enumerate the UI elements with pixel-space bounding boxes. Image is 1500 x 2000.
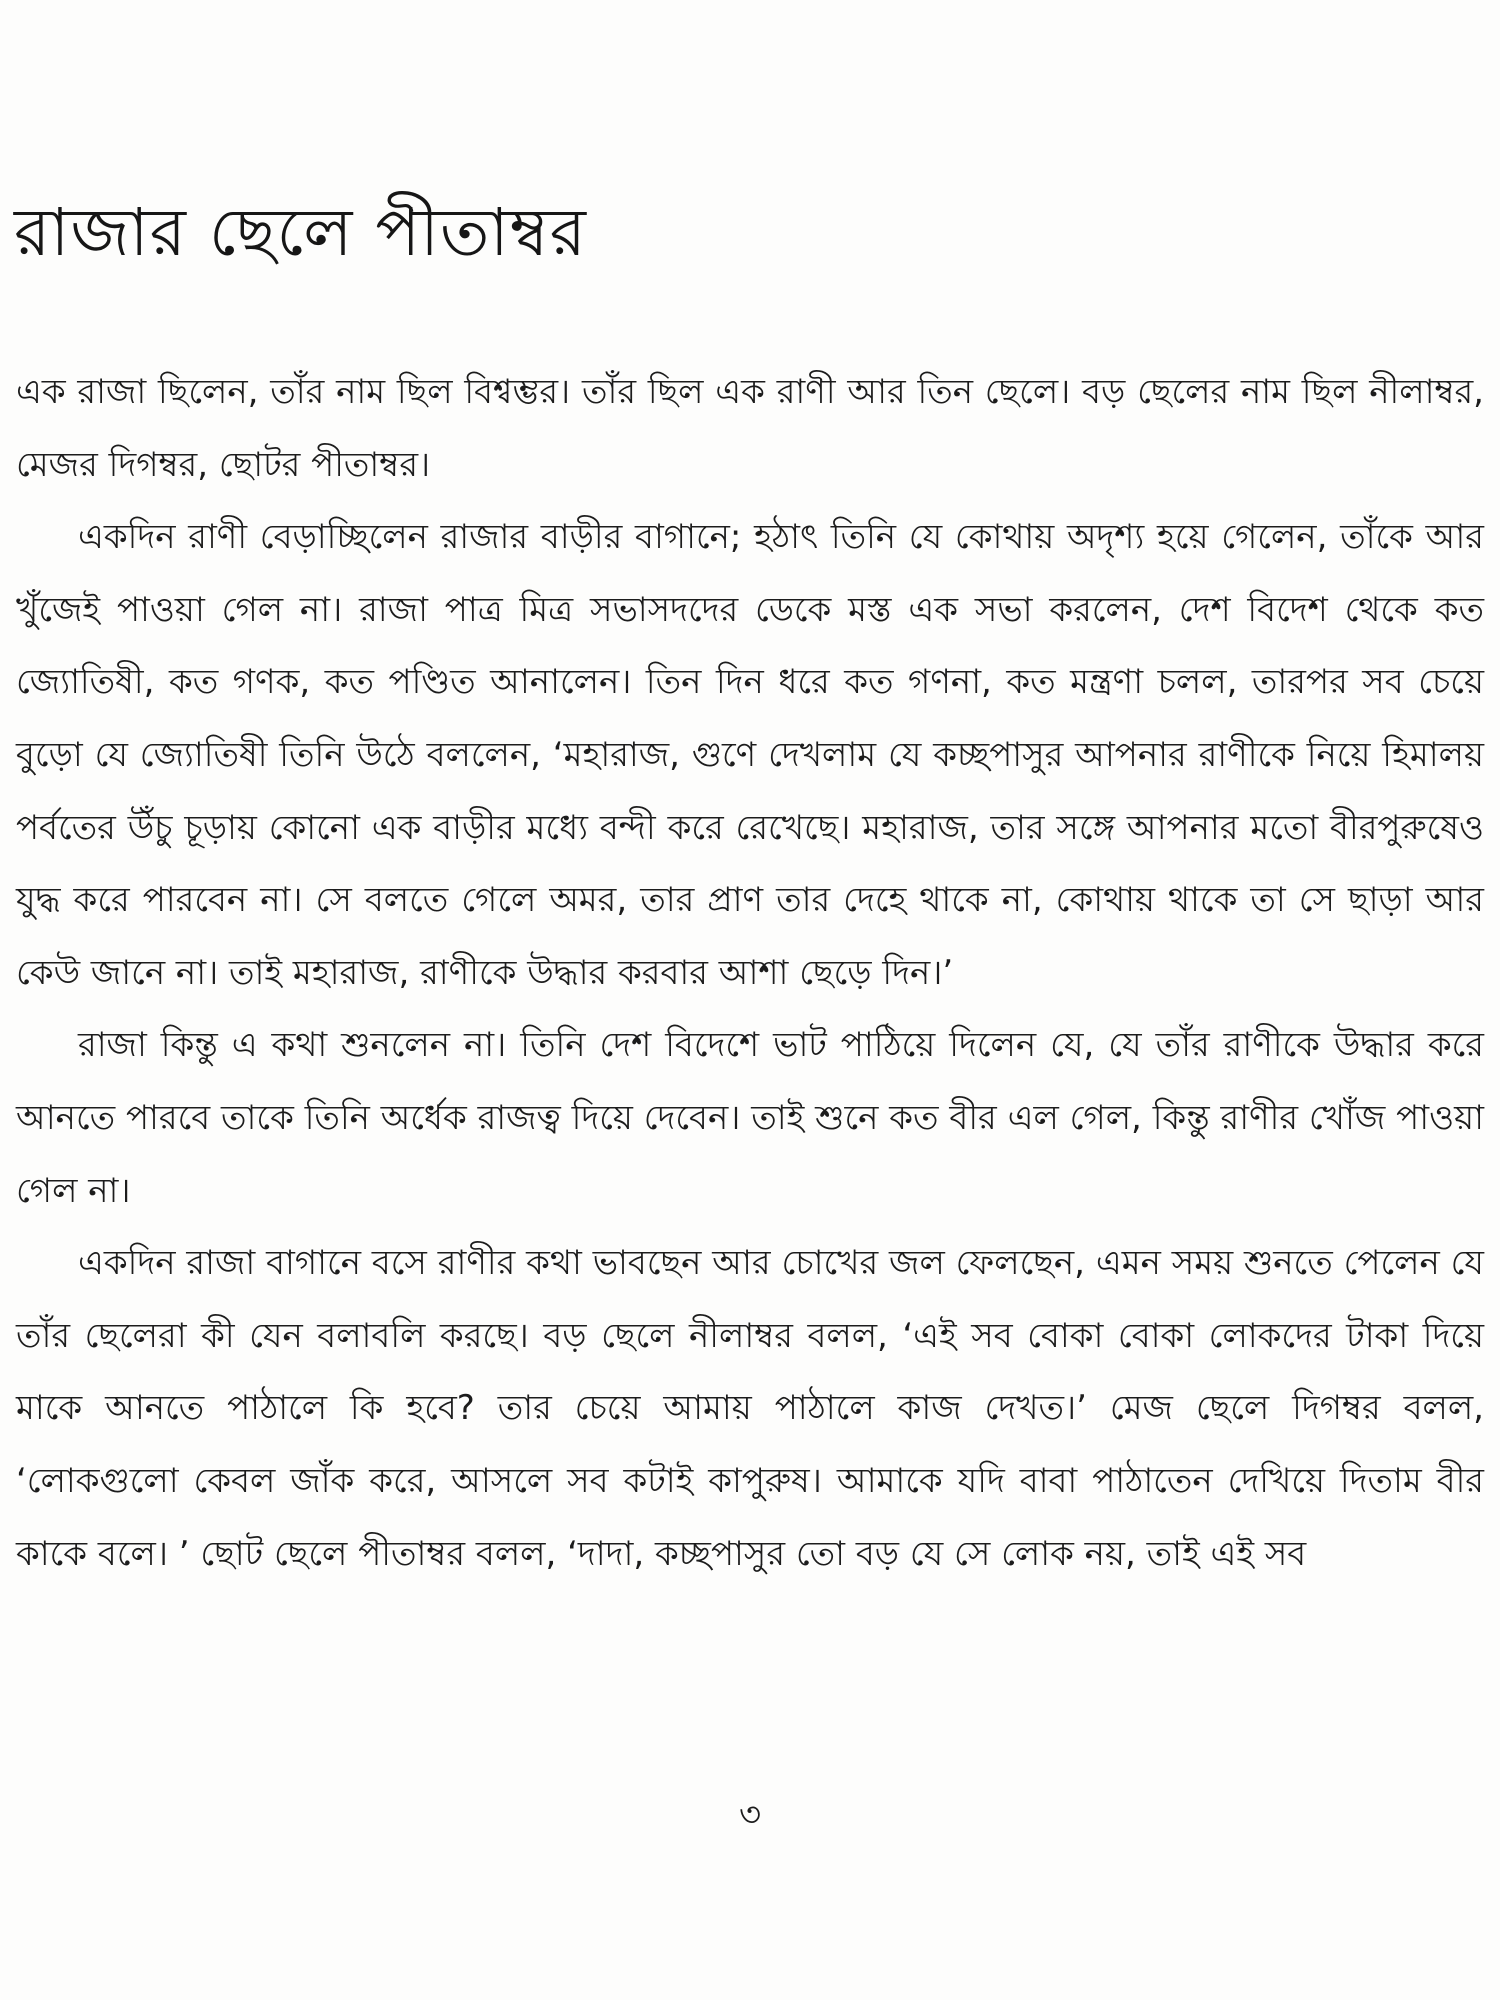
paragraph-4: একদিন রাজা বাগানে বসে রাণীর কথা ভাবছেন আর চোখের জল ফেলছেন, এমন সময় শুনতে পেলেন যে তাঁর ছেলেরা কী যেন বলাবলি করছে। বড় ছেলে নীলাম্বর বলল, ‘এই সব বোকা বোকা লোকদের টাকা দিয়ে মাকে আনতে পাঠালে কি হবে? তার চেয়ে আমায় পাঠালে কাজ দেখত।’ মেজ ছেলে দিগম্বর বলল, ‘লোকগুলো কেবল জাঁক করে, আসলে সব কটাই কাপুরুষ। আমাকে যদি বাবা পাঠাতেন দেখিয়ে দিতাম বীর কাকে বলে। ’ ছোট ছেলে পীতাম্বর বলল, ‘দাদা, কচ্ছপাসুর তো বড় যে সে লোক নয়, তাই এই সব (16, 1243, 1484, 1574)
story-title: রাজার ছেলে পীতাম্বর (14, 194, 587, 271)
story-body (16, 356, 1484, 1590)
page-number: ৩ (738, 1795, 762, 1835)
paragraph-2: একদিন রাণী বেড়াচ্ছিলেন রাজার বাড়ীর বাগানে; হঠাৎ তিনি যে কোথায় অদৃশ্য হয়ে গেলেন, তাঁকে আর খুঁজেই পাওয়া গেল না। রাজা পাত্র মিত্র সভাসদদের ডেকে মস্ত এক সভা করলেন, দেশ বিদেশ থেকে কত জ্যোতিষী, কত গণক, কত পণ্ডিত আনালেন। তিন দিন ধরে কত গণনা, কত মন্ত্রণা চলল, তারপর সব চেয়ে বুড়ো যে জ্যোতিষী তিনি উঠে বললেন, ‘মহারাজ, গুণে দেখলাম যে কচ্ছপাসুর আপনার রাণীকে নিয়ে হিমালয় পর্বতের উঁচু চূড়ায় কোনো এক বাড়ীর মধ্যে বন্দী করে রেখেছে। মহারাজ, তার সঙ্গে আপনার মতো বীরপুরুষেও যুদ্ধ করে পারবেন না। সে বলতে গেলে অমর, তার প্রাণ তার দেহে থাকে না, কোথায় থাকে তা সে ছাড়া আর কেউ জানে না। তাই মহারাজ, রাণীকে উদ্ধার করবার আশা ছেড়ে দিন।’ (16, 517, 1484, 993)
paragraph-1: এক রাজা ছিলেন, তাঁর নাম ছিল বিশ্বম্ভর। তাঁর ছিল এক রাণী আর তিন ছেলে। বড় ছেলের নাম ছিল নীলাম্বর, মেজর দিগম্বর, ছোটর পীতাম্বর। (16, 372, 1484, 485)
paragraph-3: রাজা কিন্তু এ কথা শুনলেন না। তিনি দেশ বিদেশে ভাট পাঠিয়ে দিলেন যে, যে তাঁর রাণীকে উদ্ধার করে আনতে পারবে তাকে তিনি অর্ধেক রাজত্ব দিয়ে দেবেন। তাই শুনে কত বীর এল গেল, কিন্তু রাণীর খোঁজ পাওয়া গেল না। (16, 1025, 1484, 1211)
